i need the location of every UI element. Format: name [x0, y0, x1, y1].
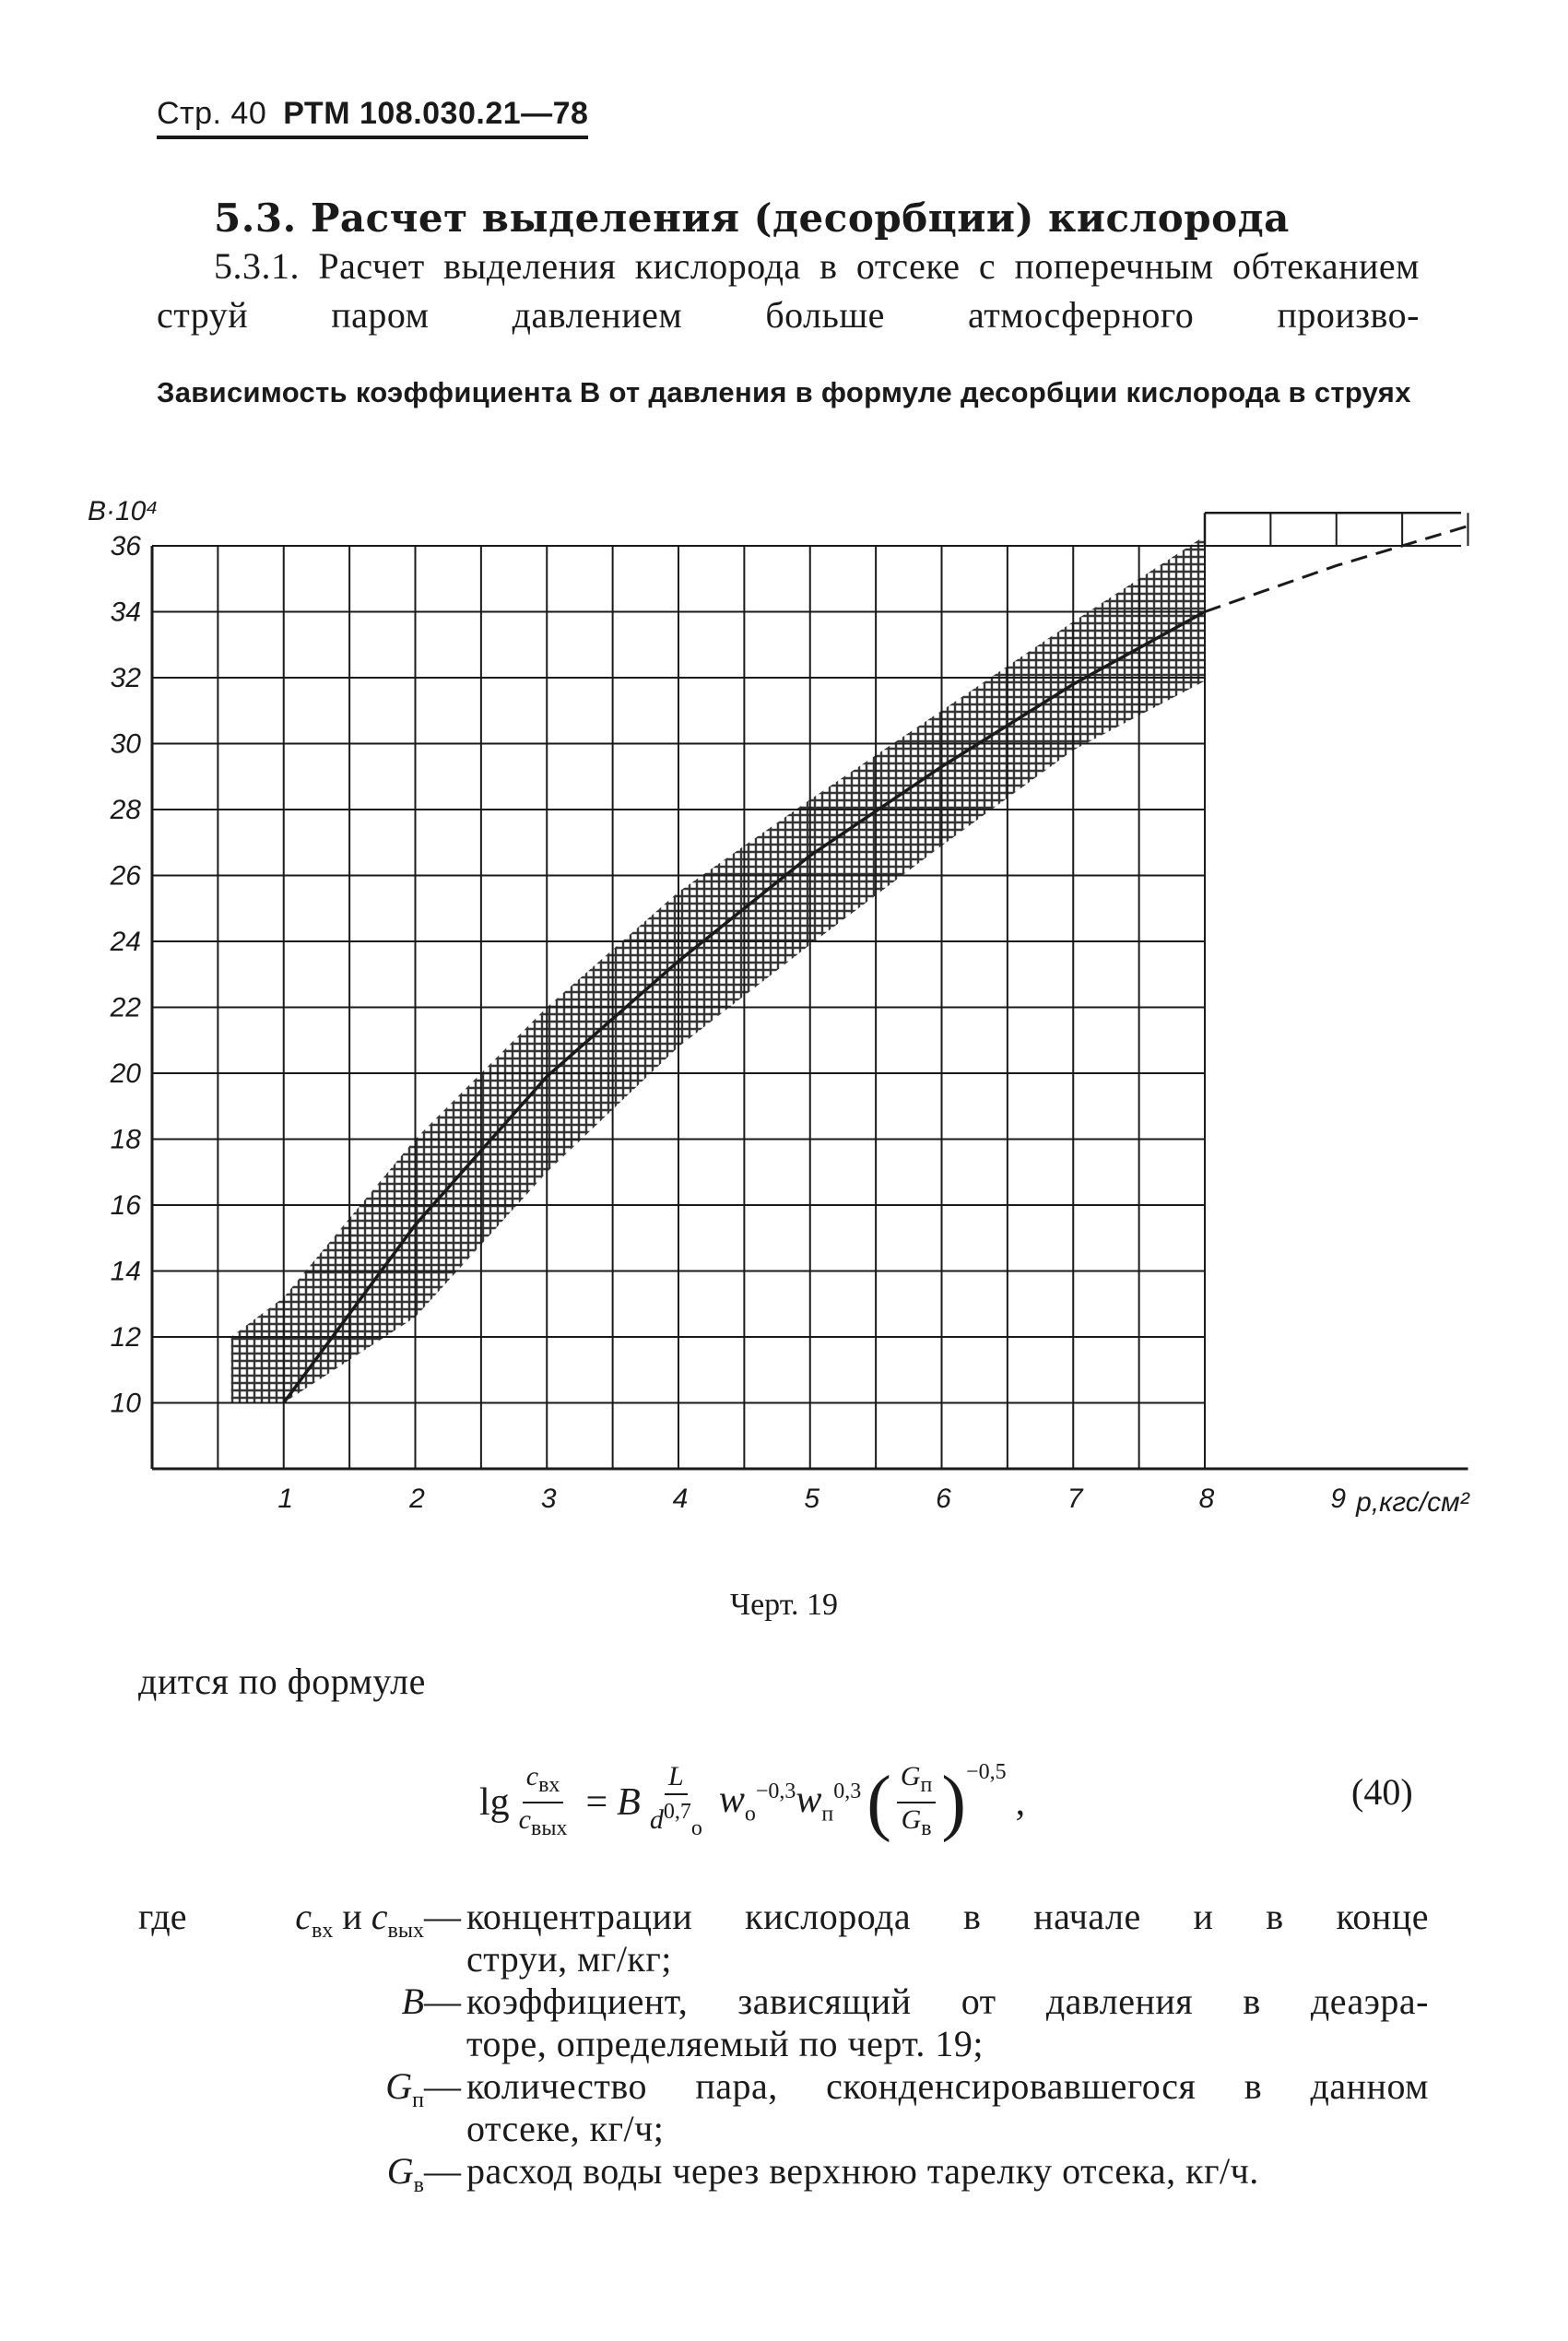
- b-symbol: B: [617, 1781, 641, 1824]
- formula-comma: ,: [1015, 1781, 1026, 1824]
- definition-item: [138, 1896, 1429, 1980]
- y-tick-label: 10: [110, 1388, 141, 1419]
- definition-item: [138, 2150, 1429, 2206]
- figure-caption: Черт. 19: [729, 1588, 839, 1622]
- y-tick-label: 18: [110, 1124, 141, 1155]
- length-ratio: [646, 1760, 706, 1845]
- def-text-line1: концентрации кислорода в начале и в конце: [466, 1896, 1429, 1937]
- left-paren: (: [867, 1762, 891, 1843]
- def-symbol: B: [401, 1980, 424, 2022]
- equation-number: (40): [1351, 1771, 1413, 1813]
- def-text-line2: струи, мг/кг;: [466, 1938, 672, 1980]
- y-tick-label: 30: [110, 728, 141, 760]
- y-tick-label: 12: [110, 1322, 141, 1353]
- def-dash: —: [424, 1980, 461, 2022]
- concentration-ratio: [515, 1760, 572, 1845]
- y-tick-label: 20: [110, 1058, 141, 1089]
- def-text-line1: количество пара, сконденсировавшегося в данном: [466, 2065, 1429, 2107]
- equals-sign: =: [585, 1781, 608, 1824]
- d-symbol: d: [649, 1804, 664, 1835]
- x-tick-label: 7: [1067, 1484, 1083, 1514]
- c-out-subscript: вых: [531, 1816, 568, 1840]
- x-tick-label: 3: [540, 1484, 557, 1514]
- gv-symbol: G: [901, 1804, 922, 1835]
- def-text-line2: отсеке, кг/ч;: [466, 2108, 665, 2149]
- chart-title: Зависимость коэффициента B от давления в формуле десорбции кислорода в струях: [157, 376, 1411, 408]
- gp-subscript: п: [920, 1773, 933, 1797]
- wp-exponent: 0,3: [833, 1779, 862, 1804]
- page-number: Стр. 40: [157, 96, 267, 131]
- c-in-symbol: c: [525, 1761, 539, 1791]
- y-tick-label: 28: [110, 795, 141, 825]
- w0-subscript: о: [744, 1802, 756, 1827]
- x-tick-label: 6: [936, 1484, 951, 1514]
- y-tick-label: 36: [110, 531, 141, 562]
- definitions-list: [138, 1896, 1429, 2206]
- y-tick-label: 32: [110, 663, 141, 693]
- d-exponent: 0,7: [663, 1800, 691, 1824]
- x-tick-label: 9: [1330, 1484, 1347, 1514]
- x-tick-label: 4: [672, 1484, 689, 1514]
- and-word: и: [342, 1896, 362, 1937]
- steam-water-ratio: [897, 1760, 937, 1845]
- x-tick-label: 1: [277, 1484, 294, 1514]
- def-text-line2: торе, определяемый по черт. 19;: [466, 2023, 984, 2064]
- x-tick-label: 2: [409, 1484, 425, 1514]
- paragraph-intro: 5.3.1. Расчет выделения кислорода в отсеке с поперечным обтеканием струй паром давлением больше атмосферного произво-: [157, 245, 1420, 336]
- l-symbol: L: [665, 1760, 688, 1795]
- standard-code: РТМ 108.030.21—78: [283, 96, 589, 131]
- gv-subscript: в: [921, 1816, 932, 1840]
- paragraph-continuation: дится по формуле: [138, 1661, 426, 1702]
- where-word: где: [138, 1896, 187, 1937]
- w0-symbol: w: [718, 1779, 745, 1822]
- lg-symbol: lg: [479, 1781, 510, 1824]
- x-axis-label: p,кгс/см²: [1356, 1487, 1469, 1518]
- d-subscript: о: [690, 1816, 702, 1840]
- c-out-symbol: c: [518, 1804, 531, 1835]
- y-tick-label: 26: [110, 860, 141, 892]
- y-axis-label: B·10⁴: [88, 496, 159, 526]
- y-tick-label: 16: [110, 1190, 141, 1221]
- def-symbol: c: [295, 1896, 312, 1937]
- def-text-line1: расход воды через верхнюю тарелку отсека, кг/ч.: [466, 2150, 1259, 2192]
- outer-exponent: −0,5: [966, 1760, 1007, 1784]
- def-dash: —: [424, 1896, 461, 1937]
- y-tick-label: 14: [110, 1256, 141, 1287]
- c-in-subscript: вх: [538, 1773, 560, 1797]
- formula-40: [479, 1747, 1025, 1858]
- def-subscript: в: [413, 2173, 424, 2197]
- right-paren: ): [941, 1762, 967, 1843]
- wp-symbol: w: [796, 1779, 822, 1822]
- def-dash: —: [424, 2150, 461, 2192]
- section-title: 5.3. Расчет выделения (десорбции) кислорода: [214, 195, 1290, 241]
- def-symbol-2: c: [371, 1896, 388, 1937]
- x-tick-label: 5: [804, 1484, 820, 1514]
- def-subscript-2: вых: [387, 1919, 424, 1943]
- def-subscript: п: [412, 2088, 424, 2112]
- def-subscript: вх: [312, 1919, 334, 1943]
- x-tick-label: 8: [1198, 1484, 1215, 1514]
- uncertainty-band: [231, 536, 1205, 1402]
- def-symbol: G: [385, 2065, 413, 2107]
- y-tick-label: 34: [110, 597, 141, 628]
- def-symbol: G: [386, 2150, 414, 2192]
- gp-symbol: G: [900, 1761, 921, 1791]
- definition-item: [138, 1980, 1429, 2065]
- y-tick-label: 22: [110, 992, 141, 1023]
- definition-item: [138, 2065, 1429, 2150]
- def-dash: —: [424, 2065, 461, 2107]
- wp-subscript: п: [821, 1802, 834, 1827]
- def-text-line1: коэффициент, зависящий от давления в деаэра-: [466, 1980, 1429, 2022]
- w0-exponent: −0,3: [755, 1779, 796, 1804]
- y-tick-label: 24: [110, 927, 141, 957]
